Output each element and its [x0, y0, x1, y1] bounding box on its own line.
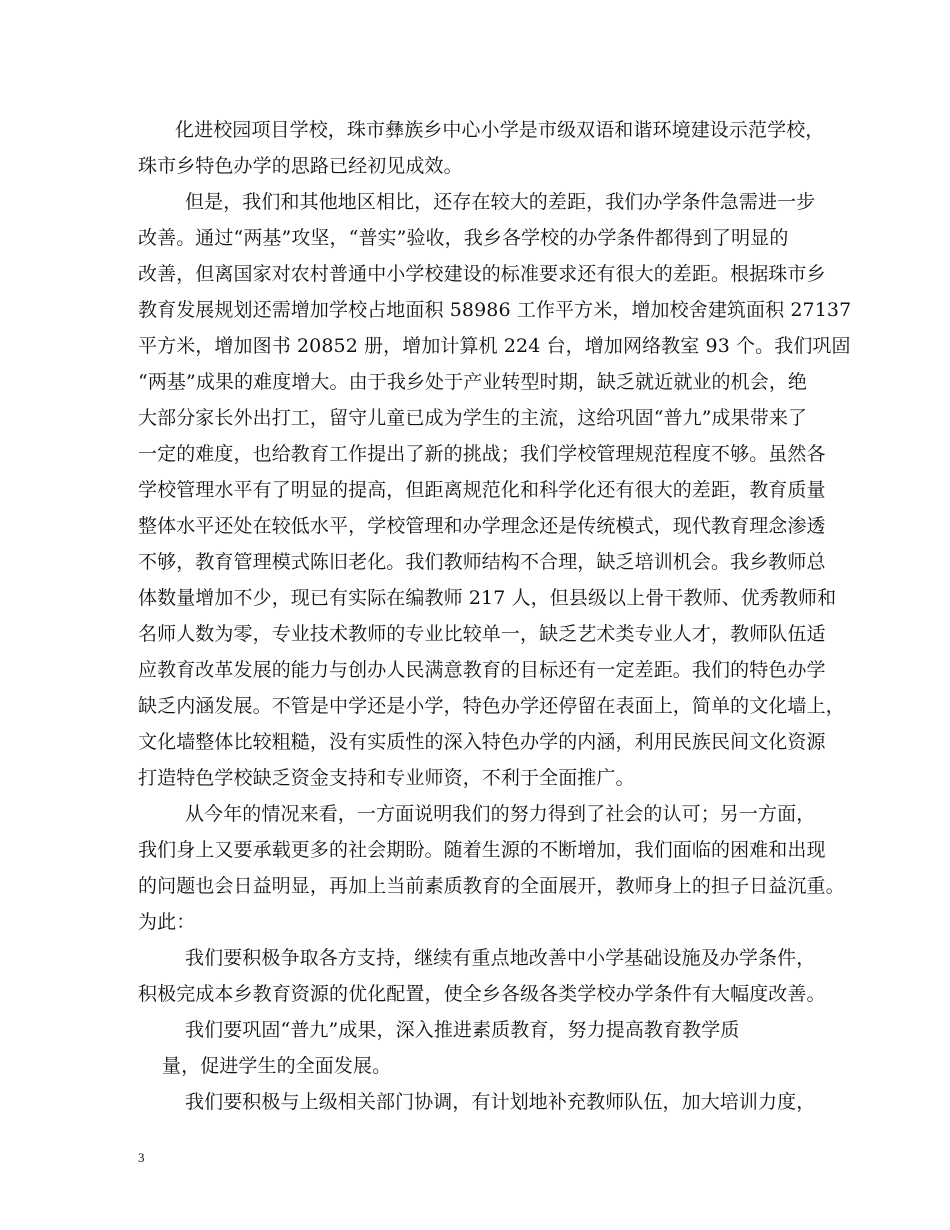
text-line-2: 珠市乡特色办学的思路已经初见成效。 — [138, 155, 463, 177]
text-line-17: 缺乏内涵发展。不管是中学还是小学，特色办学还停留在表面上，简单的文化墙上， — [138, 695, 845, 717]
text-line-10: 一定的难度，也给教育工作提出了新的挑战；我们学校管理规范程度不够。虽然各 — [138, 443, 826, 465]
page-number: 3 — [138, 1150, 145, 1165]
text-line-27: 量，促进学生的全面发展。 — [162, 1055, 392, 1077]
text-line-21: 我们身上又要承载更多的社会期盼。随着生源的不断增加，我们面临的困难和出现 — [138, 839, 826, 861]
text-line-20: 从今年的情况来看，一方面说明我们的努力得到了社会的认可；另一方面， — [185, 803, 816, 825]
text-line-24: 我们要积极争取各方支持，继续有重点地改善中小学基础设施及办学条件， — [185, 947, 816, 969]
text-line-6: 教育发展规划还需增加学校占地面积 58986 工作平方米，增加校舍建筑面积 27137 — [138, 299, 852, 321]
text-line-23: 为此： — [138, 911, 196, 933]
text-line-28: 我们要积极与上级相关部门协调，有计划地补充教师队伍，加大培训力度， — [185, 1091, 816, 1113]
text-line-25: 积极完成本乡教育资源的优化配置，使全乡各级各类学校办学条件有大幅度改善。 — [138, 983, 826, 1005]
text-line-1: 化进校园项目学校，珠市彝族乡中心小学是市级双语和谐环境建设示范学校， — [175, 119, 825, 141]
text-line-22: 的问题也会日益明显，再加上当前素质教育的全面展开，教师身上的担子日益沉重。 — [138, 875, 845, 897]
text-line-12: 整体水平还处在较低水平，学校管理和办学理念还是传统模式，现代教育理念渗透 — [138, 515, 826, 537]
text-line-19: 打造特色学校缺乏资金支持和专业师资，不利于全面推广。 — [138, 767, 635, 789]
text-line-4: 改善。通过“两基”攻坚，“普实”验收，我乡各学校的办学条件都得到了明显的 — [138, 227, 789, 249]
text-line-16: 应教育改革发展的能力与创办人民满意教育的目标还有一定差距。我们的特色办学 — [138, 659, 826, 681]
text-line-9: 大部分家长外出打工，留守儿童已成为学生的主流，这给巩固“普九”成果带来了 — [138, 407, 808, 429]
text-line-8: “两基”成果的难度增大。由于我乡处于产业转型时期，缺乏就近就业的机会，绝 — [138, 371, 808, 393]
text-line-15: 名师人数为零，专业技术教师的专业比较单一，缺乏艺术类专业人才，教师队伍适 — [138, 623, 826, 645]
text-line-26: 我们要巩固“普九”成果，深入推进素质教育，努力提高教育教学质 — [185, 1019, 740, 1041]
text-line-3: 但是，我们和其他地区相比，还存在较大的差距，我们办学条件急需进一步 — [185, 191, 816, 213]
text-line-5: 改善，但离国家对农村普通中小学校建设的标准要求还有很大的差距。根据珠市乡 — [138, 263, 826, 285]
text-line-18: 文化墙整体比较粗糙，没有实质性的深入特色办学的内涵，利用民族民间文化资源 — [138, 731, 826, 753]
text-line-14: 体数量增加不少，现已有实际在编教师 217 人，但县级以上骨干教师、优秀教师和 — [138, 587, 837, 609]
text-line-13: 不够，教育管理模式陈旧老化。我们教师结构不合理，缺乏培训机会。我乡教师总 — [138, 551, 826, 573]
text-line-7: 平方米，增加图书 20852 册，增加计算机 224 台，增加网络教室 93 个。我们巩固 — [138, 335, 851, 357]
text-line-11: 学校管理水平有了明显的提高，但距离规范化和科学化还有很大的差距，教育质量 — [138, 479, 826, 501]
